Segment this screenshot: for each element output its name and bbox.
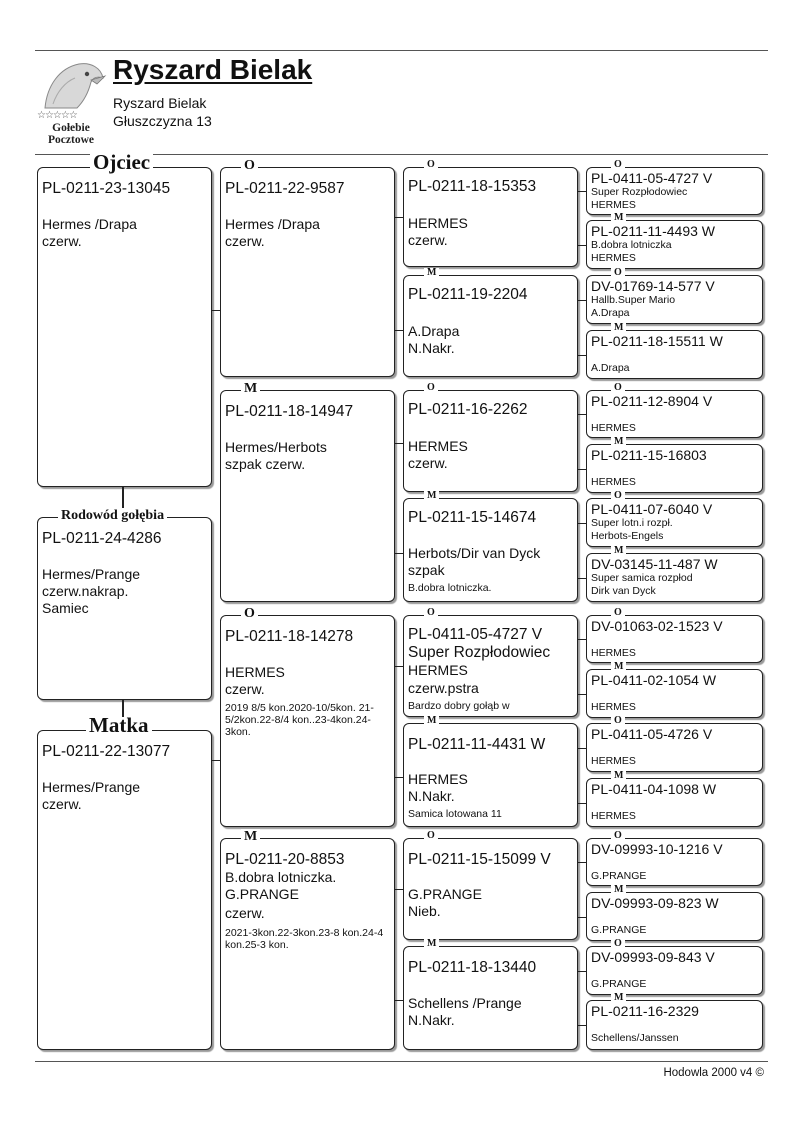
gen4-line: G.PRANGE	[591, 870, 647, 882]
father-label: Ojciec	[90, 154, 153, 170]
gen4-ring: PL-0211-12-8904 V	[591, 393, 713, 409]
connector	[395, 553, 403, 554]
gen2-line: czerw.	[225, 681, 265, 697]
gen3-box	[403, 159, 578, 267]
gen4-box	[586, 715, 763, 772]
sire-label: O	[424, 383, 438, 393]
gen4-line: HERMES	[591, 810, 636, 822]
owner-title: Ryszard Bielak	[113, 54, 313, 85]
gen4-line: Schellens/Janssen	[591, 1032, 679, 1044]
connector	[578, 694, 586, 695]
gen4-line: HERMES	[591, 199, 636, 211]
gen4-box	[586, 436, 763, 493]
sire-label: O	[611, 716, 625, 726]
connector	[212, 760, 220, 761]
connector	[578, 748, 586, 749]
connector	[578, 469, 586, 470]
gen4-box	[586, 661, 763, 718]
dam-label: M	[611, 662, 626, 672]
gen4-line: HERMES	[591, 252, 636, 264]
owner-name: Ryszard Bielak	[113, 95, 207, 111]
gen2-line: G.PRANGE	[225, 886, 299, 902]
connector	[395, 330, 403, 331]
gen4-line: Super lotn.i rozpł.	[591, 517, 673, 529]
mother-box	[37, 713, 212, 1050]
father-line: Hermes /Drapa	[42, 216, 137, 232]
gen3-box	[403, 938, 578, 1050]
dam-label: M	[611, 546, 626, 556]
gen3-ring: PL-0211-15-14674	[408, 509, 537, 526]
connector	[578, 1025, 586, 1026]
gen3-line: Super Rozpłodowiec	[408, 644, 551, 661]
connector	[578, 639, 586, 640]
gen4-box	[586, 382, 763, 438]
sire-label: O	[611, 160, 625, 170]
connector	[578, 578, 586, 579]
gen4-ring: DV-09993-09-843 V	[591, 949, 715, 965]
mother-line: czerw.	[42, 796, 82, 812]
gen4-line: Herbots-Engels	[591, 530, 664, 542]
gen3-line: A.Drapa	[408, 323, 460, 339]
gen4-line: G.PRANGE	[591, 924, 647, 936]
mother-label: Matka	[86, 717, 152, 733]
gen4-line: Super samica rozpłod	[591, 572, 693, 584]
gen4-box	[586, 992, 763, 1050]
gen4-box	[586, 938, 763, 995]
dam-label: M	[611, 771, 626, 781]
connector	[578, 523, 586, 524]
gen2-line: B.dobra lotniczka.	[225, 869, 337, 885]
subject-line: Hermes/Prange	[42, 566, 141, 582]
sire-label: O	[241, 158, 258, 174]
dam-label: M	[241, 829, 260, 845]
subject-line: czerw.nakrap.	[42, 583, 129, 599]
gen4-box	[586, 884, 763, 941]
gen3-line: HERMES	[408, 438, 468, 454]
gen2-line: HERMES	[225, 664, 285, 680]
mother-ring: PL-0211-22-13077	[42, 743, 171, 760]
connector	[395, 889, 403, 890]
gen4-ring: PL-0411-05-4727 V	[591, 170, 713, 186]
pedigree-label: Rodowód gołębia	[58, 508, 167, 524]
dam-label: M	[424, 716, 439, 726]
gen4-line: A.Drapa	[591, 362, 630, 374]
sire-label: O	[424, 608, 438, 618]
connector	[395, 1000, 403, 1001]
logo-text-line2: Pocztowe	[48, 134, 94, 146]
gen2-box	[220, 829, 395, 1050]
gen2-ring: PL-0211-22-9587	[225, 180, 345, 197]
gen4-ring: DV-01769-14-577 V	[591, 278, 715, 294]
gen4-box	[586, 159, 763, 215]
gen4-ring: PL-0411-02-1054 W	[591, 672, 717, 688]
connector	[395, 777, 403, 778]
sire-label: O	[611, 608, 625, 618]
logo-stars: ☆☆☆☆☆	[37, 110, 77, 121]
gen4-ring: DV-09993-10-1216 V	[591, 841, 723, 857]
subject-ring: PL-0211-24-4286	[42, 530, 162, 547]
gen4-line: Super Rozpłodowiec	[591, 186, 688, 198]
gen2-line: szpak czerw.	[225, 456, 306, 472]
gen4-ring: PL-0411-07-6040 V	[591, 501, 713, 517]
gen3-ring: PL-0411-05-4727 V	[408, 626, 543, 643]
connector	[578, 191, 586, 192]
gen2-box	[220, 158, 395, 377]
sire-label: O	[424, 831, 438, 841]
gen3-line: HERMES	[408, 662, 468, 678]
logo-text-line1: Gołebie	[52, 122, 90, 134]
gen4-box	[586, 770, 763, 827]
gen4-line: HERMES	[591, 755, 636, 767]
pigeon-head-icon	[35, 56, 107, 116]
gen4-line: A.Drapa	[591, 307, 630, 319]
sire-label: O	[611, 831, 625, 841]
gen4-box	[586, 267, 763, 324]
gen3-ring: PL-0211-16-2262	[408, 401, 528, 418]
sire-label: O	[611, 383, 625, 393]
connector	[578, 245, 586, 246]
gen3-note: Bardzo dobry gołąb w	[408, 700, 510, 712]
connector	[578, 971, 586, 972]
gen3-line: N.Nakr.	[408, 788, 455, 804]
gen4-box	[586, 322, 763, 379]
connector	[578, 862, 586, 863]
sire-label: O	[611, 491, 625, 501]
gen4-line: HERMES	[591, 476, 636, 488]
gen4-ring: PL-0411-05-4726 V	[591, 726, 713, 742]
gen2-note: 2019 8/5 kon.2020-10/5kon. 21-5/2kon.22-8/4 kon..23-4kon.24-3kon.	[225, 702, 374, 738]
gen3-line: HERMES	[408, 215, 468, 231]
dam-label: M	[611, 993, 626, 1003]
connector	[578, 917, 586, 918]
connector	[395, 666, 403, 667]
subject-line: Samiec	[42, 600, 89, 616]
connector	[395, 443, 403, 444]
gen4-box	[586, 545, 763, 602]
gen4-line: Hallb.Super Mario	[591, 294, 676, 306]
sire-label: O	[241, 606, 258, 622]
gen2-note: 2021-3kon.22-3kon.23-8 kon.24-4 kon.25-3 kon.	[225, 927, 384, 951]
gen3-box	[403, 490, 578, 602]
gen4-ring: DV-09993-09-823 W	[591, 895, 719, 911]
connector	[395, 217, 403, 218]
gen3-box	[403, 607, 578, 717]
gen3-box	[403, 382, 578, 492]
gen4-box	[586, 212, 763, 269]
gen4-ring: DV-03145-11-487 W	[591, 556, 718, 572]
gen3-line: Schellens /Prange	[408, 995, 522, 1011]
dam-label: M	[424, 491, 439, 501]
gen4-line: HERMES	[591, 422, 636, 434]
dam-label: M	[611, 323, 626, 333]
gen3-line: czerw.	[408, 232, 448, 248]
gen4-ring: DV-01063-02-1523 V	[591, 618, 723, 634]
mother-line: Hermes/Prange	[42, 779, 141, 795]
gen2-line: czerw.	[225, 905, 265, 921]
gen2-box	[220, 381, 395, 602]
gen3-ring: PL-0211-18-15353	[408, 178, 537, 195]
dam-label: M	[611, 437, 626, 447]
gen3-line: Herbots/Dir van Dyck	[408, 545, 541, 561]
gen4-ring: PL-0211-11-4493 W	[591, 223, 715, 239]
sire-label: O	[424, 160, 438, 170]
gen2-line: Hermes /Drapa	[225, 216, 320, 232]
gen2-ring: PL-0211-18-14947	[225, 403, 354, 420]
gen4-ring: PL-0411-04-1098 W	[591, 781, 717, 797]
footer-credit: Hodowla 2000 v4 ©	[663, 1067, 764, 1079]
connector	[578, 300, 586, 301]
gen3-line: czerw.	[408, 455, 448, 471]
gen3-ring: PL-0211-15-15099 V	[408, 851, 551, 868]
gen4-line: Dirk van Dyck	[591, 585, 656, 597]
gen4-ring: PL-0211-16-2329	[591, 1003, 699, 1019]
gen4-line: G.PRANGE	[591, 978, 647, 990]
gen4-box	[586, 830, 763, 886]
father-line: czerw.	[42, 233, 82, 249]
gen4-line: B.dobra lotniczka	[591, 239, 672, 251]
gen4-line: HERMES	[591, 647, 636, 659]
gen2-line: czerw.	[225, 233, 265, 249]
gen3-line: Nieb.	[408, 903, 441, 919]
gen3-line: HERMES	[408, 771, 468, 787]
gen3-line: N.Nakr.	[408, 1012, 455, 1028]
gen2-line: Hermes/Herbots	[225, 439, 327, 455]
connector	[578, 414, 586, 415]
connector	[578, 355, 586, 356]
owner-address: Głuszczyzna 13	[113, 113, 212, 129]
sire-label: O	[611, 268, 625, 278]
sire-label: O	[611, 939, 625, 949]
top-rule	[35, 50, 768, 51]
connector	[212, 310, 220, 311]
gen3-line: czerw.pstra	[408, 680, 479, 696]
gen3-line: G.PRANGE	[408, 886, 482, 902]
father-ring: PL-0211-23-13045	[42, 180, 171, 197]
gen4-ring: PL-0211-15-16803	[591, 447, 707, 463]
gen3-box	[403, 715, 578, 827]
gen2-ring: PL-0211-20-8853	[225, 851, 345, 868]
gen3-box	[403, 267, 578, 377]
gen4-box	[586, 607, 763, 663]
dam-label: M	[424, 939, 439, 949]
gen4-line: HERMES	[591, 701, 636, 713]
gen3-ring: PL-0211-18-13440	[408, 959, 537, 976]
dam-label: M	[424, 268, 439, 278]
gen4-box	[586, 490, 763, 547]
dam-label: M	[241, 381, 260, 397]
gen3-note: B.dobra lotniczka.	[408, 582, 492, 594]
subject-box	[37, 508, 212, 700]
gen4-ring: PL-0211-18-15511 W	[591, 333, 723, 349]
father-box	[37, 150, 212, 487]
connector	[578, 803, 586, 804]
dam-label: M	[611, 885, 626, 895]
gen3-ring: PL-0211-11-4431 W	[408, 736, 546, 753]
gen3-ring: PL-0211-19-2204	[408, 286, 528, 303]
gen3-line: szpak	[408, 562, 445, 578]
gen3-box	[403, 830, 578, 940]
pigeon-logo	[35, 56, 107, 148]
gen2-box	[220, 606, 395, 827]
bottom-rule	[35, 1061, 768, 1062]
dam-label: M	[611, 213, 626, 223]
gen3-line: N.Nakr.	[408, 340, 455, 356]
gen3-note: Samica lotowana 11	[408, 808, 502, 820]
gen2-ring: PL-0211-18-14278	[225, 628, 354, 645]
